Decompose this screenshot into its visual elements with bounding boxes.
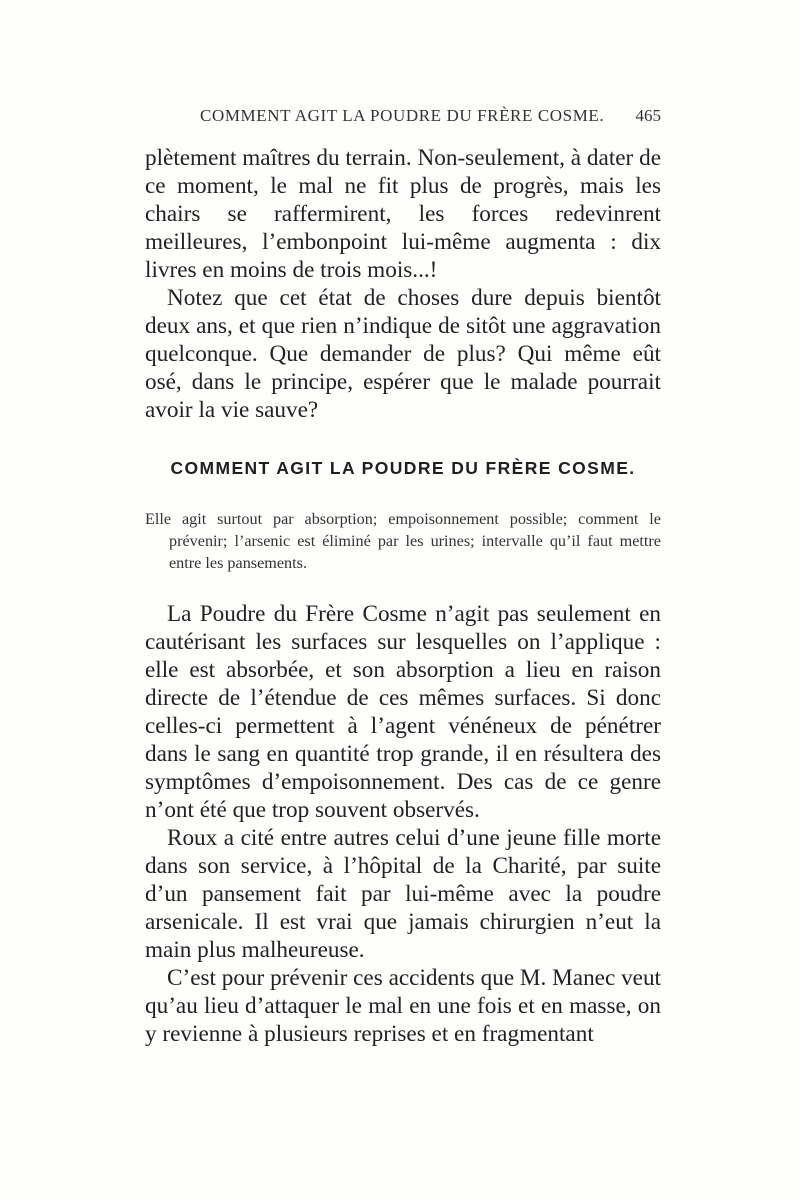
running-head [145, 106, 661, 132]
section-heading: COMMENT AGIT LA POUDRE DU FRÈRE COSME. [170, 458, 636, 478]
section-summary [145, 508, 661, 574]
page-number: 465 [635, 106, 661, 125]
paragraph: Notez que cet état de choses dure depuis bientôt deux ans, et que rien n’indique de sitôt une aggravation quelconque. Que demander de plus? Qui même eût osé, dans le principe, espérer que le malade pourrait avoir la vie sauve? [145, 285, 661, 423]
paragraph: Roux a cité entre autres celui d’une jeune fille morte dans son service, à l’hôpital de la Charité, par suite d’un pansement fait par lui-même avec la poudre arsenicale. Il est vrai que jamais chirurgien n’eut la main plus malheureuse. [145, 825, 661, 963]
paragraph: La Poudre du Frère Cosme n’agit pas seulement en cautérisant les surfaces sur lesquelles on l’applique : elle est absorbée, et son absorption a lieu en raison directe de l’étendue de ces mêmes surfaces. Si donc celles-ci permettent à l’agent vénéneux de pénétrer dans le sang en quantité trop grande, il en résultera des symptômes d’empoisonnement. Des cas de ce genre n’ont été que trop souvent observés. [145, 601, 661, 823]
running-title: COMMENT AGIT LA POUDRE DU FRÈRE COSME. [200, 106, 605, 125]
paragraph-continued: plètement maîtres du terrain. Non-seulement, à dater de ce moment, le mal ne fit plus de progrès, mais les chairs se raffermirent, les forces redevinrent meilleures, l’embonpoint lui-même augmenta : dix livres en moins de trois mois...! [145, 145, 661, 283]
top-text-block [145, 144, 661, 424]
main-text-block [145, 600, 661, 1048]
paragraph: C’est pour prévenir ces accidents que M. Manec veut qu’au lieu d’attaquer le mal en une fois et en masse, on y revienne à plusieurs reprises et en fragmentant [145, 965, 661, 1047]
summary-text: Elle agit surtout par absorption; empoisonnement possible; comment le prévenir; l’arsenic est éliminé par les urines; intervalle qu’il faut mettre entre les pansements. [145, 510, 661, 572]
